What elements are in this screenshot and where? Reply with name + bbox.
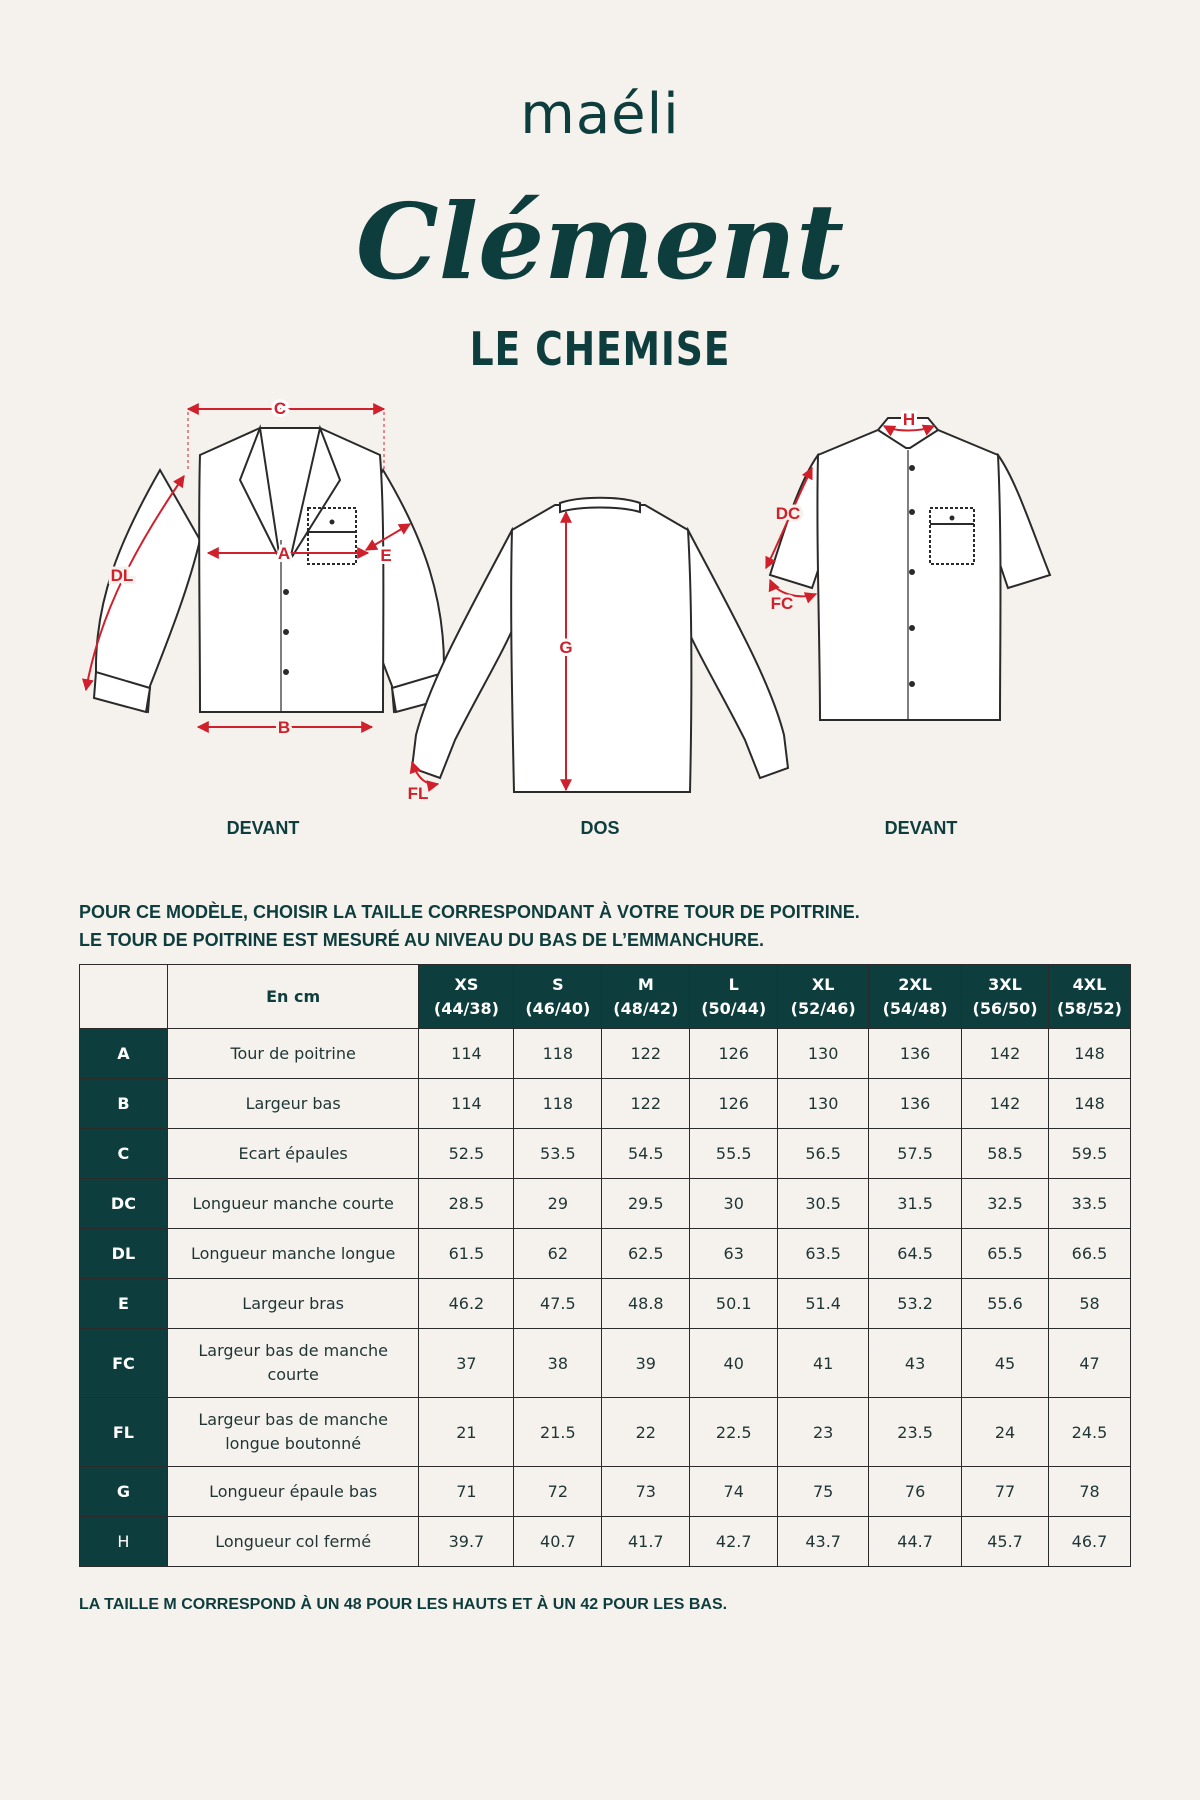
measurement-code: G (80, 1467, 168, 1517)
table-row (80, 1129, 1131, 1179)
measurement-value: 77 (962, 1467, 1049, 1517)
size-equivalent: (58/52) (1056, 998, 1122, 1018)
measurement-value: 64.5 (869, 1229, 962, 1279)
label-back: DOS (580, 818, 620, 838)
measurement-value: 50.1 (690, 1279, 778, 1329)
measurement-value: 33.5 (1048, 1179, 1130, 1229)
size-equivalent: (56/50) (972, 998, 1038, 1018)
measurement-value: 24 (962, 1398, 1049, 1467)
measurement-value: 45.7 (962, 1517, 1049, 1567)
back-shirt (412, 498, 788, 792)
table-header-row (80, 965, 1131, 1029)
measurement-value: 22 (602, 1398, 690, 1467)
measurement-value: 40 (690, 1329, 778, 1398)
size-name: S (552, 974, 564, 994)
measurement-label: Longueur manche courte (167, 1179, 419, 1229)
measurement-value: 76 (869, 1467, 962, 1517)
measurement-value: 37 (419, 1329, 514, 1398)
measurement-value: 43 (869, 1329, 962, 1398)
measurement-value: 57.5 (869, 1129, 962, 1179)
table-row (80, 1179, 1131, 1229)
measurement-value: 75 (778, 1467, 869, 1517)
size-name: XS (454, 974, 479, 994)
measurement-label: Largeur bas (167, 1079, 419, 1129)
measurement-value: 71 (419, 1467, 514, 1517)
measurement-value: 130 (778, 1029, 869, 1079)
measurement-value: 122 (602, 1029, 690, 1079)
measurement-value: 42.7 (690, 1517, 778, 1567)
size-name: XL (811, 974, 835, 994)
measurement-value: 114 (419, 1029, 514, 1079)
header-size-m (602, 965, 690, 1029)
measurement-value: 21 (419, 1398, 514, 1467)
measurement-value: 46.7 (1048, 1517, 1130, 1567)
marker-e: E (380, 546, 392, 565)
garment-illustrations (0, 390, 1200, 810)
marker-g: G (559, 638, 573, 657)
measurement-code: E (80, 1279, 168, 1329)
measurement-value: 48.8 (602, 1279, 690, 1329)
label-front-short: DEVANT (884, 818, 958, 838)
header-unit: En cm (167, 965, 419, 1029)
header-size-4xl (1048, 965, 1130, 1029)
measurement-value: 32.5 (962, 1179, 1049, 1229)
footer-note: LA TAILLE M CORRESPOND À UN 48 POUR LES HAUTS ET À UN 42 POUR LES BAS. (79, 1596, 728, 1613)
measurement-value: 47 (1048, 1329, 1130, 1398)
marker-h: H (902, 410, 916, 429)
marker-c: C (273, 399, 287, 418)
measurement-value: 22.5 (690, 1398, 778, 1467)
measurement-value: 54.5 (602, 1129, 690, 1179)
measurement-value: 114 (419, 1079, 514, 1129)
measurement-value: 41 (778, 1329, 869, 1398)
measurement-value: 40.7 (514, 1517, 602, 1567)
table-row (80, 1079, 1131, 1129)
header-size-2xl (869, 965, 962, 1029)
measurement-value: 72 (514, 1467, 602, 1517)
size-name: L (728, 974, 739, 994)
measurement-value: 30 (690, 1179, 778, 1229)
measurement-value: 142 (962, 1079, 1049, 1129)
table-row (80, 1279, 1131, 1329)
front-long-sleeve-shirt (94, 428, 448, 712)
measurement-value: 58.5 (962, 1129, 1049, 1179)
measurement-code: FL (80, 1398, 168, 1467)
table-row (80, 1029, 1131, 1079)
measurement-code: DL (80, 1229, 168, 1279)
brand-logo: maéli (520, 82, 680, 147)
table-row (80, 1329, 1131, 1398)
product-subtitle: LE CHEMISE (469, 322, 731, 376)
header-empty (80, 965, 168, 1029)
measurement-value: 47.5 (514, 1279, 602, 1329)
size-equivalent: (44/38) (433, 998, 499, 1018)
size-equivalent: (46/40) (525, 998, 591, 1018)
measurement-value: 38 (514, 1329, 602, 1398)
marker-fc: FC (770, 594, 794, 613)
measurement-value: 122 (602, 1079, 690, 1129)
header-size-xl (778, 965, 869, 1029)
size-equivalent: (48/42) (613, 998, 679, 1018)
measurement-value: 51.4 (778, 1279, 869, 1329)
measurement-value: 21.5 (514, 1398, 602, 1467)
measurement-value: 39 (602, 1329, 690, 1398)
header-size-3xl (962, 965, 1049, 1029)
measurement-value: 29 (514, 1179, 602, 1229)
measurement-value: 142 (962, 1029, 1049, 1079)
table-row (80, 1398, 1131, 1467)
measurement-value: 74 (690, 1467, 778, 1517)
measurement-value: 63.5 (778, 1229, 869, 1279)
measurement-label: Ecart épaules (167, 1129, 419, 1179)
measurement-value: 56.5 (778, 1129, 869, 1179)
measurement-value: 55.5 (690, 1129, 778, 1179)
table-row (80, 1517, 1131, 1567)
measurement-value: 29.5 (602, 1179, 690, 1229)
instruction-line-1: POUR CE MODÈLE, CHOISIR LA TAILLE CORRESPONDANT À VOTRE TOUR DE POITRINE. (79, 902, 860, 922)
size-equivalent: (54/48) (882, 998, 948, 1018)
measurement-code: DC (80, 1179, 168, 1229)
label-front-long: DEVANT (226, 818, 300, 838)
marker-dc: DC (775, 504, 801, 523)
measurement-code: A (80, 1029, 168, 1079)
header-size-xs (419, 965, 514, 1029)
product-title: Clément (355, 180, 845, 303)
measurement-label: Largeur bas de manche longue boutonné (167, 1398, 419, 1467)
measurement-code: B (80, 1079, 168, 1129)
measurement-value: 31.5 (869, 1179, 962, 1229)
marker-b: B (277, 718, 291, 737)
measurement-value: 53.2 (869, 1279, 962, 1329)
measurement-value: 55.6 (962, 1279, 1049, 1329)
measurement-code: H (80, 1517, 168, 1567)
measurement-value: 118 (514, 1079, 602, 1129)
table-row (80, 1229, 1131, 1279)
size-equivalent: (50/44) (701, 998, 767, 1018)
measurement-value: 130 (778, 1079, 869, 1129)
measurement-value: 30.5 (778, 1179, 869, 1229)
measurement-value: 148 (1048, 1029, 1130, 1079)
measurement-label: Longueur manche longue (167, 1229, 419, 1279)
size-instructions (79, 898, 860, 954)
marker-fl: FL (407, 784, 429, 803)
measurement-label: Tour de poitrine (167, 1029, 419, 1079)
marker-dl: DL (110, 566, 134, 585)
measurement-label: Largeur bas de manche courte (167, 1329, 419, 1398)
measurement-value: 43.7 (778, 1517, 869, 1567)
measurement-label: Longueur épaule bas (167, 1467, 419, 1517)
measurement-label: Largeur bras (167, 1279, 419, 1329)
measurement-value: 52.5 (419, 1129, 514, 1179)
size-name: M (637, 974, 654, 994)
measurement-value: 126 (690, 1079, 778, 1129)
measurement-value: 62 (514, 1229, 602, 1279)
measurement-value: 148 (1048, 1079, 1130, 1129)
size-equivalent: (52/46) (790, 998, 856, 1018)
size-name: 4XL (1072, 974, 1107, 994)
measurement-value: 24.5 (1048, 1398, 1130, 1467)
instruction-line-2: LE TOUR DE POITRINE EST MESURÉ AU NIVEAU DU BAS DE L’EMMANCHURE. (79, 930, 765, 950)
measurement-value: 66.5 (1048, 1229, 1130, 1279)
measurement-value: 136 (869, 1079, 962, 1129)
size-name: 2XL (898, 974, 932, 994)
measurement-value: 23.5 (869, 1398, 962, 1467)
measurement-value: 41.7 (602, 1517, 690, 1567)
measurement-value: 59.5 (1048, 1129, 1130, 1179)
measurement-value: 46.2 (419, 1279, 514, 1329)
measurement-value: 39.7 (419, 1517, 514, 1567)
measurement-code: C (80, 1129, 168, 1179)
measurement-value: 63 (690, 1229, 778, 1279)
measurement-value: 136 (869, 1029, 962, 1079)
measurement-value: 28.5 (419, 1179, 514, 1229)
table-row (80, 1467, 1131, 1517)
measurement-value: 78 (1048, 1467, 1130, 1517)
measurement-code: FC (80, 1329, 168, 1398)
front-short-sleeve-shirt (770, 418, 1050, 720)
size-name: 3XL (988, 974, 1022, 994)
measurement-value: 23 (778, 1398, 869, 1467)
header-size-s (514, 965, 602, 1029)
measurement-value: 62.5 (602, 1229, 690, 1279)
marker-a: A (277, 544, 291, 563)
measurement-value: 65.5 (962, 1229, 1049, 1279)
measurement-value: 126 (690, 1029, 778, 1079)
measurement-value: 73 (602, 1467, 690, 1517)
header-size-l (690, 965, 778, 1029)
measurement-value: 58 (1048, 1279, 1130, 1329)
measurement-value: 53.5 (514, 1129, 602, 1179)
measurement-value: 44.7 (869, 1517, 962, 1567)
measurement-label: Longueur col fermé (167, 1517, 419, 1567)
measurement-value: 45 (962, 1329, 1049, 1398)
measurement-value: 118 (514, 1029, 602, 1079)
measurement-value: 61.5 (419, 1229, 514, 1279)
size-chart-table (79, 964, 1131, 1567)
